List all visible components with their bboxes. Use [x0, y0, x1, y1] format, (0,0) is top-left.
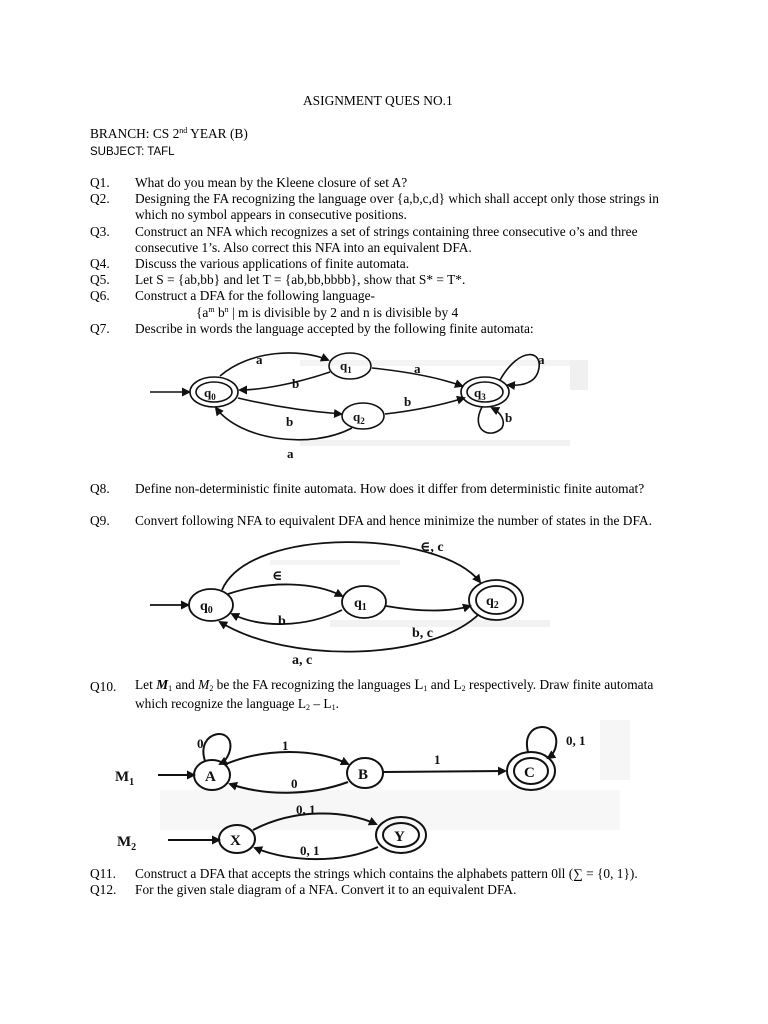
q9-edge-label: b: [278, 614, 286, 629]
question-number: Q9.: [90, 513, 110, 528]
q10-edge-label: 0, 1: [296, 802, 316, 817]
q7-label-q0: $q_0$: [204, 385, 216, 402]
q10-machine-label-m1: $M_1$: [115, 769, 135, 788]
formula-b: b: [214, 305, 225, 320]
formula-exp-n: n: [224, 305, 229, 314]
q10-edge-label: 0: [197, 736, 204, 751]
question-text: For the given stale diagram of a NFA. Convert it to an equivalent DFA.: [135, 882, 517, 897]
question-number: Q7.: [90, 321, 110, 336]
q10-edge-label: 1: [434, 752, 441, 767]
q9-edge-label: ∈: [272, 569, 283, 584]
question-number: Q10.: [90, 679, 117, 694]
formula-a: {a: [196, 305, 209, 320]
subject-line: SUBJECT: TAFL: [90, 146, 175, 158]
q7-edge-label: b: [404, 394, 412, 409]
formula-exp-m: m: [208, 305, 215, 314]
branch-sup: nd: [179, 126, 188, 135]
q10-line2-pre: which recognize the language L: [135, 696, 307, 711]
question-text: What do you mean by the Kleene closure of set A?: [135, 175, 408, 190]
q7-edge-label: b: [505, 410, 513, 425]
q10-and: and: [172, 677, 199, 692]
q10-state-label: X: [230, 833, 241, 849]
q10-let: Let: [135, 677, 157, 692]
q10-state-label: A: [205, 769, 216, 785]
formula-rest: | m is divisible by 2 and n is divisible by 4: [228, 305, 459, 320]
q10-edge-label: 1: [282, 738, 289, 753]
question-text: Construct an NFA which recognizes a set of strings containing three consecutive o’s and three: [135, 224, 638, 239]
q10-l1: L: [414, 677, 424, 693]
question-number: Q3.: [90, 224, 110, 239]
q10-m1: M: [156, 677, 169, 692]
q7-label-q2: $q_2$: [353, 409, 365, 426]
q10-state-label: C: [524, 765, 535, 781]
q10-edge-label: 0: [291, 776, 298, 791]
question-text: Describe in words the language accepted by the following finite automata:: [135, 321, 534, 336]
branch-suffix: YEAR (B): [187, 126, 248, 141]
q10-state-label: B: [358, 767, 369, 783]
q10-edge-label: 0, 1: [566, 733, 586, 748]
q10-line2-dot: .: [335, 696, 339, 711]
question-number: Q2.: [90, 191, 110, 206]
question-text: Designing the FA recognizing the language over {a,b,c,d} which shall accept only those strings in: [135, 191, 659, 206]
question-text: Construct a DFA that accepts the strings which contains the alphabets pattern 0ll (∑ = {0, 1}).: [135, 866, 638, 881]
q7-edge-label: a: [256, 352, 263, 367]
question-number: Q4.: [90, 256, 110, 271]
q10-mid: be the FA recognizing the languages: [213, 677, 415, 692]
q10-l1-sub: 1: [423, 684, 428, 693]
question-text: Discuss the various applications of finite automata.: [135, 256, 410, 271]
q10-machine-label-m2: $M_2$: [117, 834, 137, 853]
q9-edge-label: a, c: [292, 653, 313, 668]
q10-edge-B-C: [383, 771, 505, 772]
q7-edge-label: a: [414, 361, 421, 376]
q7-edge-label: b: [292, 376, 300, 391]
q9-label-q2: $q_2$: [486, 594, 499, 611]
question-number: Q8.: [90, 481, 110, 496]
q10-m1-sub: 1: [168, 684, 173, 693]
q7-edge-label: a: [538, 352, 545, 367]
q9-edge-label: ∈, c: [420, 540, 444, 555]
q7-label-q3: $q_3$: [474, 385, 486, 402]
question-number: Q6.: [90, 288, 110, 303]
q7-edge-label: a: [287, 446, 294, 461]
q10-l2-sub: 2: [461, 684, 466, 693]
q10-edge-A-B: [226, 752, 348, 764]
question-number: Q1.: [90, 175, 110, 190]
q10-line2-sub1: 1: [331, 703, 336, 712]
q10-edge-label: 0, 1: [300, 843, 320, 858]
q10-end: respectively. Draw finite automata: [465, 677, 654, 692]
q10-and2: and L: [427, 677, 462, 692]
q10-line2-sub2: 2: [306, 703, 311, 712]
q7-edge-label: b: [286, 414, 294, 429]
page-title: ASIGNMENT QUES NO.1: [303, 93, 453, 108]
question-text: Convert following NFA to equivalent DFA and hence minimize the number of states in the DFA.: [135, 513, 652, 528]
question-text: Define non-deterministic finite automata. How does it differ from deterministic finite automat?: [135, 481, 645, 496]
q9-label-q1: $q_1$: [354, 596, 367, 613]
q10-line2-dash: – L: [310, 696, 332, 711]
question-number: Q11.: [90, 866, 116, 881]
question-number: Q5.: [90, 272, 110, 287]
q9-edge-label: b, c: [412, 626, 433, 641]
q10-m2-sub: 2: [209, 684, 214, 693]
question-text: Construct a DFA for the following language-: [135, 288, 375, 303]
question-text: Let S = {ab,bb} and let T = {ab,bb,bbbb}, show that S* = T*.: [135, 272, 466, 287]
question-number: Q12.: [90, 882, 117, 897]
question-text: consecutive 1’s. Also correct this NFA into an equivalent DFA.: [135, 240, 472, 255]
q10-m2: M: [198, 677, 210, 692]
question-text: which no symbol appears in consecutive positions.: [135, 207, 407, 222]
q10-state-label: Y: [394, 829, 405, 845]
q9-label-q0: $q_0$: [200, 599, 213, 616]
branch-prefix: BRANCH: CS 2: [90, 126, 180, 141]
q7-label-q1: $q_1$: [340, 358, 352, 375]
